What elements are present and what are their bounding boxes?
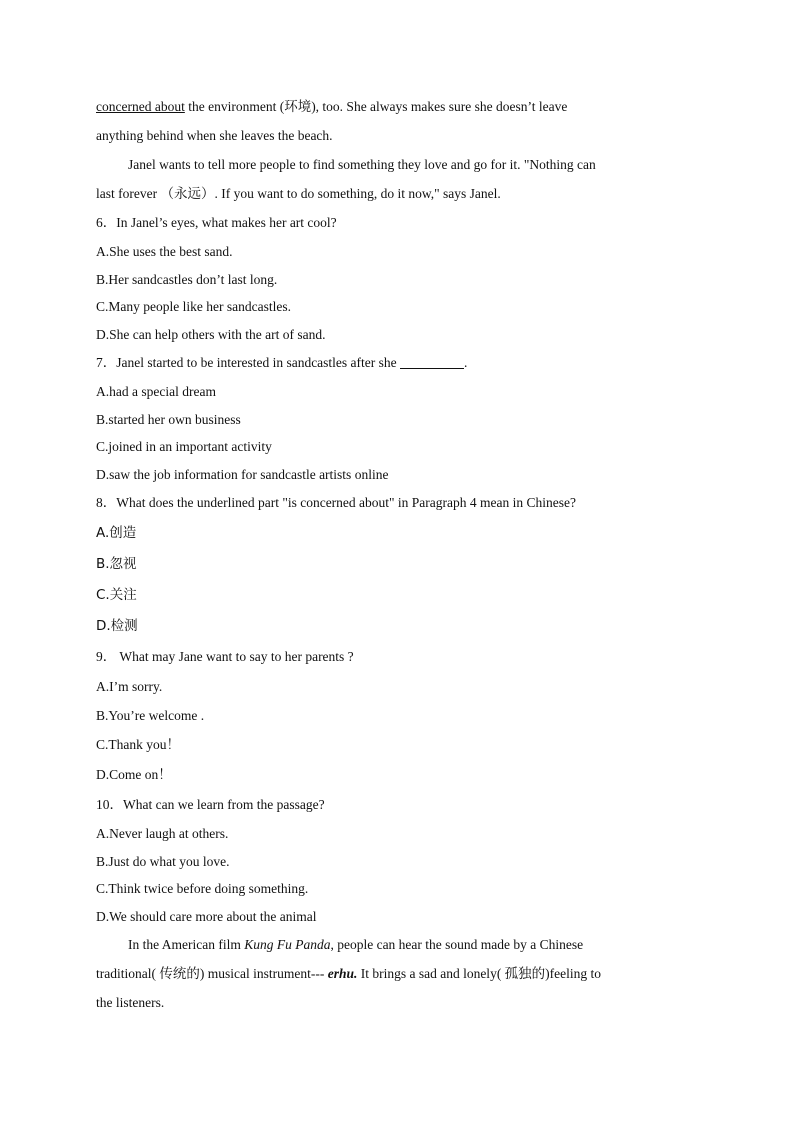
question-7-text: 7．Janel started to be interested in sandcastles after she (96, 355, 401, 370)
option-10b: B.Just do what you love. (96, 853, 230, 869)
answer-blank (400, 354, 464, 369)
question-6: 6．In Janel’s eyes, what makes her art cool? (96, 215, 337, 230)
option-6a: A.She uses the best sand. (96, 244, 233, 259)
question-10: 10．What can we learn from the passage? (96, 797, 325, 812)
question-8: 8．What does the underlined part "is concerned about" in Paragraph 4 mean in Chinese? (96, 495, 576, 510)
option-8d: D.检测 (96, 618, 138, 634)
question-7-end: . (464, 355, 468, 370)
next-passage-text: , people can hear the sound made by a Chinese (330, 937, 584, 952)
passage-line (96, 92, 686, 121)
document-page (96, 92, 686, 1017)
erhu-term: erhu. (327, 966, 358, 981)
passage-line: anything behind when she leaves the beach. (96, 128, 333, 143)
option-7c: C.joined in an important activity (96, 439, 272, 454)
underlined-phrase: concerned about (96, 99, 185, 114)
option-7a: A.had a special dream (96, 384, 216, 399)
next-passage-line: the listeners. (96, 995, 165, 1010)
option-6c: C.Many people like her sandcastles. (96, 299, 291, 314)
paragraph-line: Janel wants to tell more people to find something they love and go for it. "Nothing can (128, 157, 596, 172)
next-passage-text: It brings a sad and lonely( 孤独的)feeling to (357, 966, 602, 981)
option-6d: D.She can help others with the art of sand. (96, 326, 326, 342)
next-passage-text: In the American film (128, 937, 245, 952)
option-10c: C.Think twice before doing something. (96, 881, 309, 896)
paragraph-line: last forever （永远）. If you want to do something, do it now," says Janel. (96, 186, 501, 201)
option-9b: B.You’re welcome . (96, 708, 205, 723)
option-8b: B.忽视 (96, 556, 137, 572)
option-9c: C.Thank you！ (96, 737, 180, 752)
passage-text: the environment (环境), too. She always makes sure she doesn’t leave (184, 99, 568, 114)
film-title: Kung Fu Panda (244, 937, 331, 952)
next-passage-text: traditional( 传统的) musical instrument--- (96, 966, 328, 981)
option-9d: D.Come on！ (96, 767, 172, 782)
question-7 (96, 348, 686, 378)
next-passage-line (96, 959, 686, 988)
option-7d: D.saw the job information for sandcastle artists online (96, 466, 389, 482)
option-7b: B.started her own business (96, 411, 241, 427)
option-10a: A.Never laugh at others. (96, 826, 229, 841)
question-9: 9． What may Jane want to say to her parents ? (96, 649, 354, 664)
option-10d: D.We should care more about the animal (96, 908, 317, 924)
option-9a: A.I’m sorry. (96, 679, 163, 694)
option-8c: C.关注 (96, 587, 137, 603)
option-8a: A.创造 (96, 525, 137, 541)
next-passage-line (96, 930, 686, 959)
option-6b: B.Her sandcastles don’t last long. (96, 271, 278, 287)
